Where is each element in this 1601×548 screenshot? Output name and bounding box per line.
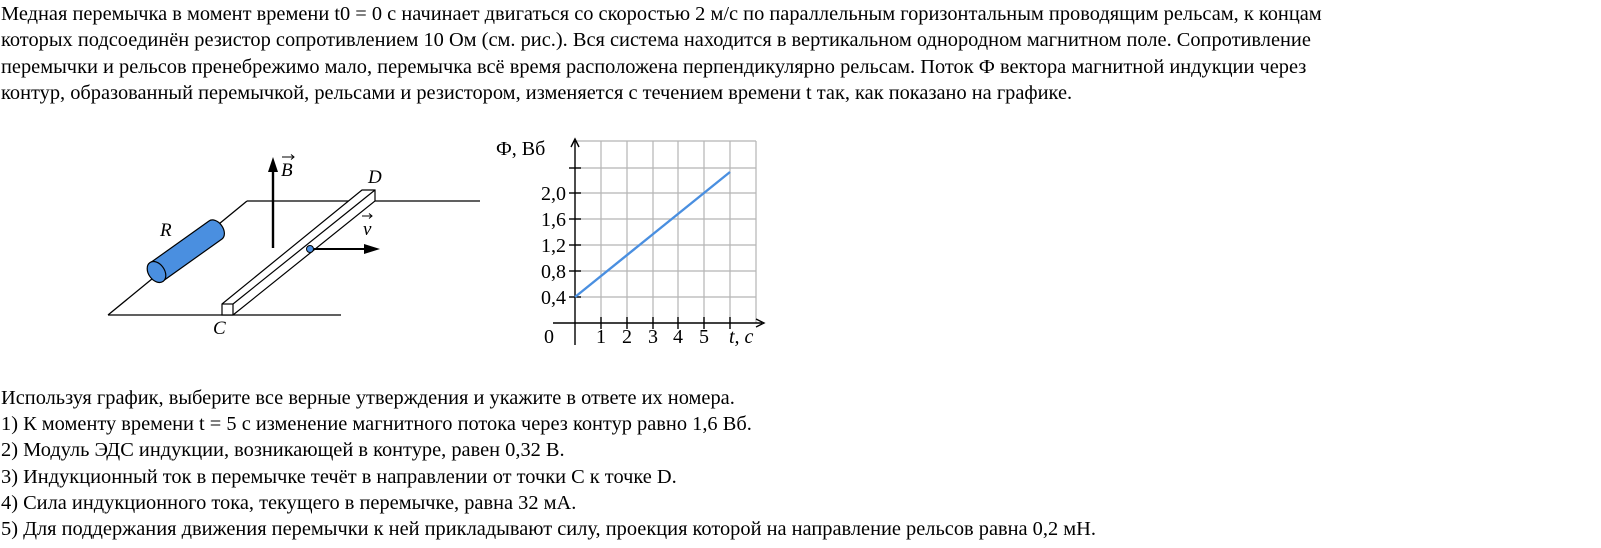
field-label: B xyxy=(281,160,293,181)
statement-2: 2) Модуль ЭДС индукции, возникающей в контуре, равен 0,32 В. xyxy=(1,439,565,462)
y-tick-label: 1,2 xyxy=(541,235,566,257)
x-tick-label: 3 xyxy=(648,326,658,348)
questions-block xyxy=(1,385,1591,542)
velocity-vector xyxy=(314,244,380,254)
x-tick-label: 5 xyxy=(699,326,709,348)
y-tick-label: 0,4 xyxy=(541,287,566,309)
y-axis-title: Ф, Вб xyxy=(496,138,546,160)
y-tick-label: 2,0 xyxy=(541,183,566,205)
x-tick-label: 4 xyxy=(673,326,683,348)
x-tick-label: 1 xyxy=(596,326,606,348)
intro-line-3: перемычки и рельсов пренебрежимо мало, перемычка всё время расположена перпендикулярно рельсам. Поток Ф вектора магнитной индукции через xyxy=(1,55,1307,78)
instruction-text: Используя график, выберите все верные утверждения и укажите в ответе их номера. xyxy=(1,387,735,409)
statement-4: 4) Сила индукционного тока, текущего в перемычке, равна 32 мА. xyxy=(1,491,577,514)
velocity-label: v xyxy=(363,219,372,240)
resistor-label: R xyxy=(160,220,172,241)
statement-5: 5) Для поддержания движения перемычки к ней прикладывают силу, проекция которой на направление рельсов равна 0,2 мН. xyxy=(1,518,1096,541)
intro-line-1: Медная перемычка в момент времени t0 = 0 с начинает двигаться со скоростью 2 м/с по параллельным горизонтальным проводящим рельсам, к концам xyxy=(1,3,1322,25)
point-d-label: D xyxy=(368,167,382,188)
chart-grid xyxy=(575,141,756,323)
intro-line-4: контур, образованный перемычкой, рельсами и резистором, изменяется с течением времени t так, как показано на графике. xyxy=(1,82,1073,105)
statement-1: 1) К моменту времени t = 5 с изменение магнитного потока через контур равно 1,6 Вб. xyxy=(1,413,752,436)
x-axis-title: t, c xyxy=(729,326,754,348)
x-tick-label: 0 xyxy=(544,326,554,348)
chart-axes xyxy=(553,139,764,345)
x-tick-label: 2 xyxy=(622,326,632,348)
bar-center-dot xyxy=(307,246,314,253)
sliding-bar xyxy=(222,190,375,315)
y-tick-label: 0,8 xyxy=(541,261,566,283)
statement-3: 3) Индукционный ток в перемычке течёт в направлении от точки C к точке D. xyxy=(1,465,677,488)
resistor xyxy=(143,220,224,286)
field-vector xyxy=(268,157,278,248)
y-tick-label: 1,6 xyxy=(541,209,566,231)
intro-line-2: которых подсоединён резистор сопротивлением 10 Ом (см. рис.). Вся система находится в вертикальном однородном магнитном поле. Сопротивление xyxy=(1,29,1311,52)
point-c-label: C xyxy=(213,318,226,339)
flux-chart xyxy=(496,138,764,348)
